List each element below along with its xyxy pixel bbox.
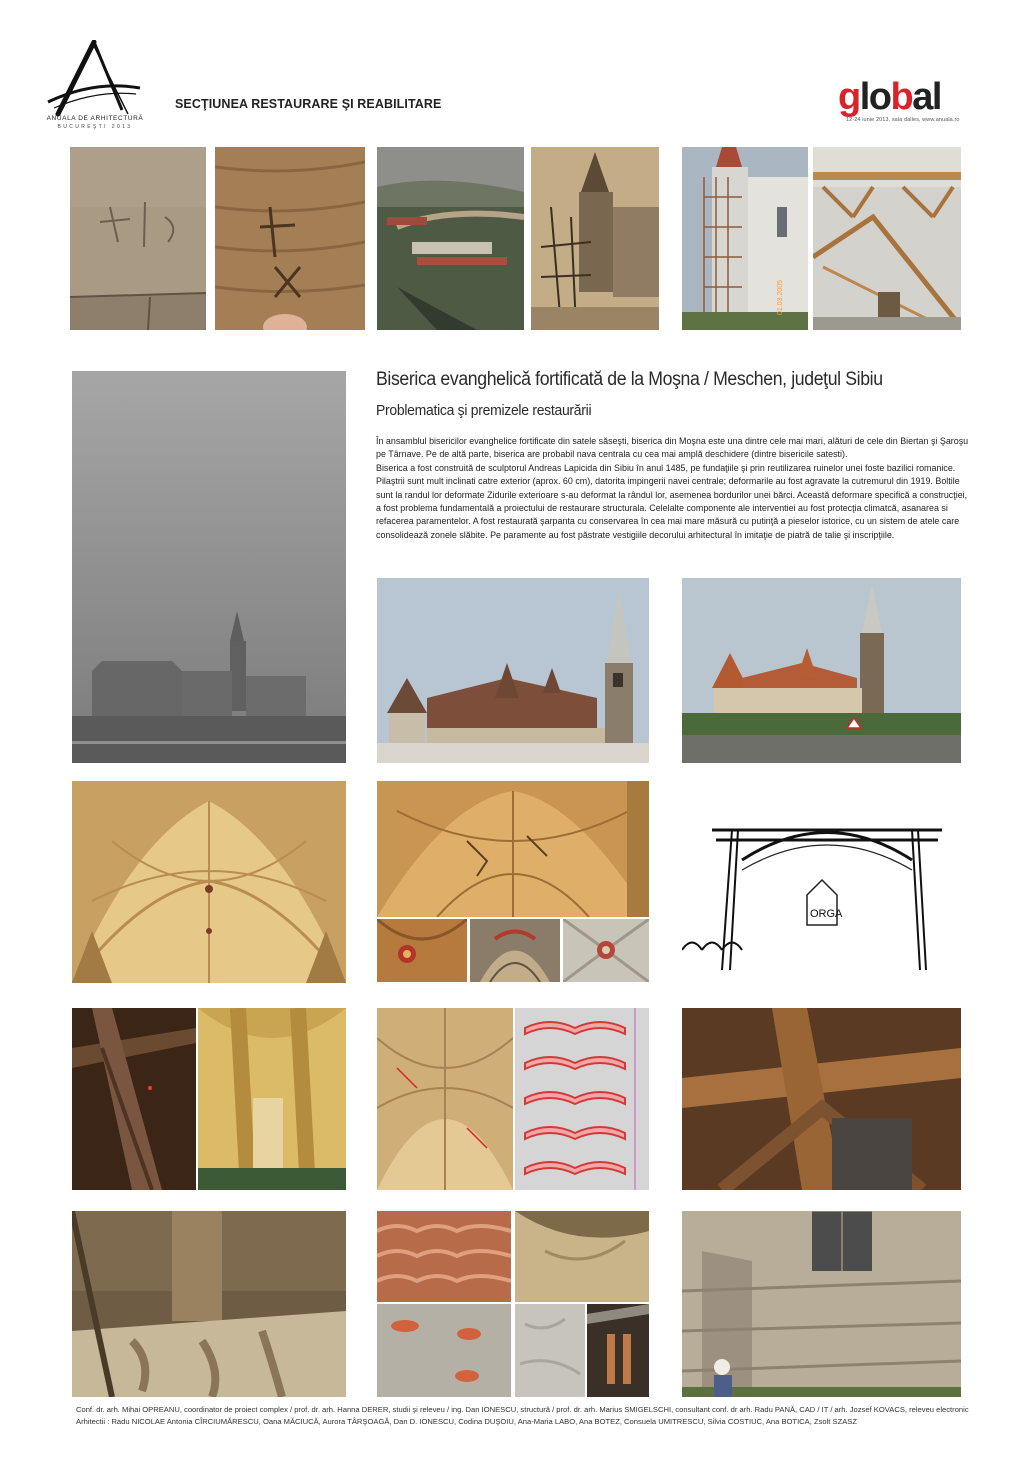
anuala-logo-name: ANUALA DE ARHITECTURĂ bbox=[46, 115, 144, 122]
photo-village-aerial bbox=[377, 147, 524, 330]
photo-plaster-texture bbox=[515, 1304, 585, 1397]
photo-arch-pattern bbox=[470, 919, 560, 982]
photo-keystone-red bbox=[377, 919, 467, 982]
global-logo bbox=[838, 78, 941, 116]
global-logo-part-1: g bbox=[838, 76, 860, 118]
global-logo-part-4: al bbox=[912, 76, 941, 118]
credits bbox=[76, 1404, 976, 1427]
event-info: 12-24 iunie 2013, sala dalles, www.anuala.ro bbox=[846, 117, 960, 123]
global-logo-part-2: lo bbox=[859, 76, 891, 118]
credits-line-1: Conf. dr. arh. Mihai OPREANU, coordinator de proiect complex / prof. dr. arh. Hanna DERER, studii şi releveu / ing. Dan IONESCU, structură / prof. dr. arh. Marius SMIGELSCHI, consultant conf. dr arh. Radu PANĂ, CAD / IT / arh. Jozsef KOVACS, releveu electronic bbox=[76, 1405, 969, 1414]
photo-church-in-fog bbox=[72, 371, 346, 763]
photo-vault-boss bbox=[563, 919, 649, 982]
article-paragraph-3: Pilaştrii sunt mult inclinati catre exterior (aprox. 60 cm), datorita impingerii navei centrale; deformarile au fost agravate la cutremurul din 1919. Boltile sunt la randul lor deformate Zidurile exterioare s-au deformat la rândul lor, asemenea bordurilor unei bărci. Această deformare specifică a construcţiei, a fost problema fundamentală a proiectului de restaurare structurala. Celelalte componente ale interventiei au fost protecţia climatcă, asanarea si refacerea paramentelor. A fost restaurată şarpanta cu conservarea în cea mai mare măsură cu putinţă a pieselor istorice, cu un sistem de atele care consolidează zonele slăbite. Pe paramente au fost păstrate vestigiile decorului arhitectural în imitaţie de piatră de talie şi inscripţiile. bbox=[376, 476, 968, 541]
article-paragraph-1: În ansamblul bisericilor evanghelice fortificate din satele săseşti, biserica din Moşna este una dintre cele mai mari, alături de cele din Biertan şi Şaroşu pe Târnave. Pe de altă parte, biserica are probabil nava centrala cu cea mai amplă deschidere (dintre bisericile satesti). bbox=[376, 436, 969, 461]
photo-nave-interior bbox=[198, 1008, 346, 1190]
photo-vault-detail bbox=[377, 781, 649, 917]
photo-damaged-floor bbox=[72, 1211, 346, 1397]
sketch-label: ORGA bbox=[810, 908, 843, 920]
photo-stone-carving bbox=[515, 1211, 649, 1302]
photo-stone-inscription bbox=[70, 147, 206, 330]
photo-vault-cracks bbox=[377, 1008, 513, 1190]
photo-church-autumn bbox=[682, 578, 961, 763]
photo-wood-carving bbox=[215, 147, 365, 330]
sketch-organ-gallery bbox=[682, 800, 961, 983]
photo-timber-beams bbox=[682, 1008, 961, 1190]
photo-attic-works bbox=[587, 1304, 649, 1397]
photo-vault-ceiling bbox=[72, 781, 346, 983]
article-paragraph-2: Biserica a fost construită de sculptorul Andreas Lapicida din Sibiu în anul 1485, pe fundaţiile şi prin reutilizarea ruinelor unei foste bazilici romanice. bbox=[376, 462, 956, 474]
article-title: Biserica evanghelică fortificată de la Moşna / Meschen, judeţul Sibiu bbox=[376, 369, 883, 390]
global-logo-part-3: b bbox=[890, 76, 913, 118]
svg-text:01.03.2005: 01.03.2005 bbox=[777, 279, 784, 315]
photo-church-winter bbox=[377, 578, 649, 763]
photo-plaster-red-marks bbox=[377, 1304, 511, 1397]
photo-tower-scaffolding bbox=[682, 147, 808, 330]
photo-stone-wall-window bbox=[682, 1211, 961, 1397]
article-subtitle: Problematica şi premizele restaurării bbox=[376, 402, 592, 419]
photo-roof-timber bbox=[72, 1008, 196, 1190]
photo-roof-tiles bbox=[377, 1211, 511, 1302]
diagram-vault-sections bbox=[515, 1008, 649, 1190]
credits-line-2: Arhitectii : Radu NICOLAE Antonia CÎRCIUMĂRESCU, Oana MĂCIUCĂ, Aurora TÂRŞOAGĂ, Dan D. IONESCU, Codina DUŞOIU, Ana-Maria LABO, Ana BOTEZ, Consuela UMITRESCU, Silvia COSTIUC, Ana BOTICA, Zsolt SZASZ bbox=[76, 1416, 857, 1426]
article-body bbox=[376, 435, 971, 542]
anuala-logo-city: BUCUREŞTI 2013 bbox=[57, 124, 133, 130]
section-title: SECŢIUNEA RESTAURARE ŞI REABILITARE bbox=[175, 97, 442, 111]
photo-historic-scaffold bbox=[531, 147, 659, 330]
photo-wooden-stair bbox=[813, 147, 961, 330]
